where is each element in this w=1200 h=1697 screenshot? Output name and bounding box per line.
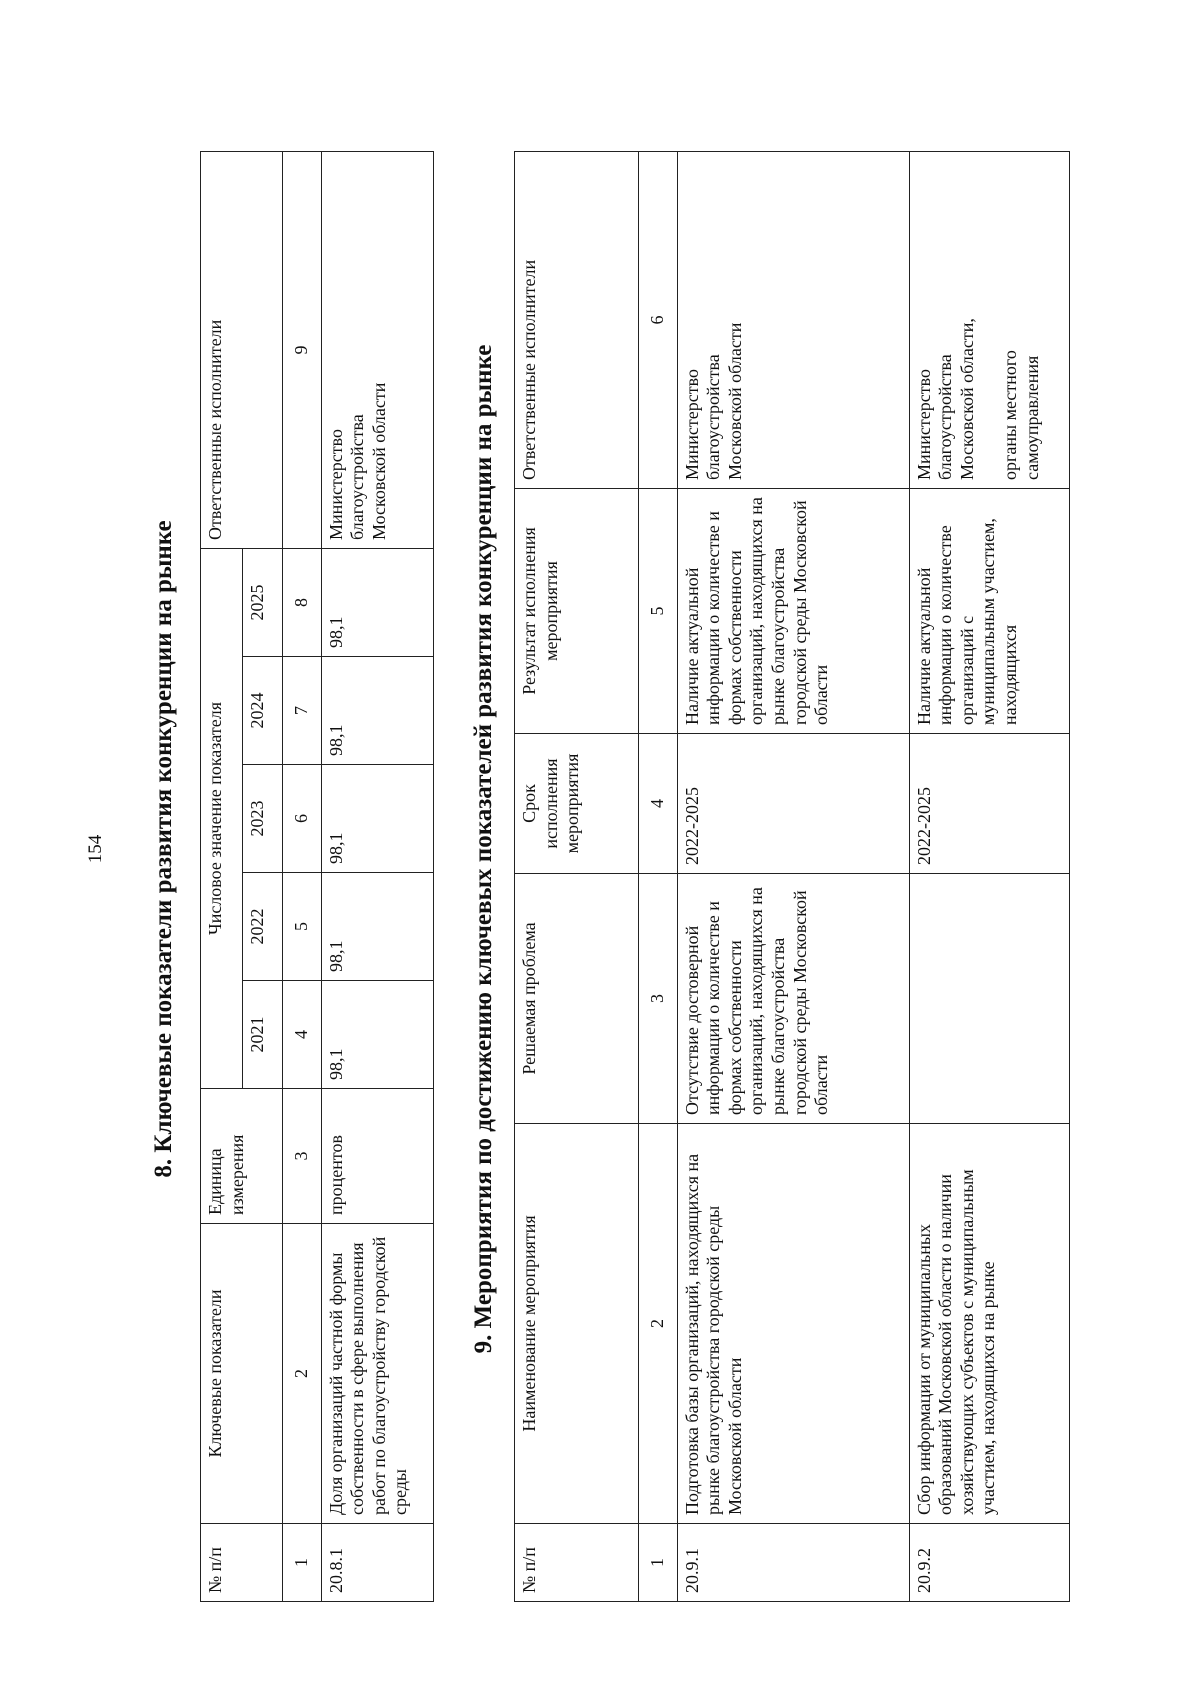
column-number: 6 bbox=[639, 152, 678, 489]
measures-table bbox=[514, 151, 1070, 1602]
row-deadline: 2022-2025 bbox=[677, 734, 909, 874]
header-unit: Единица измерения bbox=[201, 1089, 283, 1224]
column-number: 6 bbox=[283, 765, 322, 873]
row-value-2022: 98,1 bbox=[321, 873, 433, 981]
column-number: 5 bbox=[639, 489, 678, 734]
section-9-title: 9. Мероприятия по достижению ключевых показателей развития конкуренции на рынке bbox=[470, 344, 497, 1354]
row-name: Сбор информации от муниципальных образований Московской области о наличии хозяйствующих субъектов с муниципальным участием, находящихся на рынке bbox=[909, 1124, 1069, 1524]
row-problem: Отсутствие достоверной информации о количестве и формах собственности организаций, находящихся на рынке благоустройства городской среды Московской области bbox=[677, 874, 909, 1124]
table-row bbox=[321, 151, 433, 1601]
header-year-2025: 2025 bbox=[243, 548, 283, 656]
column-number: 2 bbox=[283, 1224, 322, 1524]
column-number: 8 bbox=[283, 548, 322, 656]
row-result: Наличие актуальной информации о количестве организаций с муниципальным участием, находящихся bbox=[909, 489, 1069, 734]
section-8-title: 8. Ключевые показатели развития конкуренции на рынке bbox=[150, 520, 177, 1178]
header-name: Наименование мероприятия bbox=[515, 1124, 639, 1524]
table-row bbox=[909, 152, 1069, 1602]
header-year-2021: 2021 bbox=[243, 981, 283, 1089]
row-problem bbox=[909, 874, 1069, 1124]
header-year-2023: 2023 bbox=[243, 765, 283, 873]
header-values-group: Числовое значение показателя bbox=[201, 548, 243, 1088]
row-value-2024: 98,1 bbox=[321, 657, 433, 765]
header-num: № п/п bbox=[201, 1524, 283, 1602]
column-number: 4 bbox=[639, 734, 678, 874]
responsible-ministry: Министерство благоустройства Московской области, bbox=[913, 318, 977, 480]
page-number: 154 bbox=[85, 834, 106, 864]
column-number: 7 bbox=[283, 657, 322, 765]
column-number: 1 bbox=[639, 1524, 678, 1602]
column-number: 4 bbox=[283, 981, 322, 1089]
row-num: 20.9.2 bbox=[909, 1524, 1069, 1602]
key-indicators-table bbox=[200, 151, 434, 1602]
header-deadline: Срок исполнения мероприятия bbox=[515, 734, 639, 874]
row-unit: процентов bbox=[321, 1089, 433, 1224]
row-result: Наличие актуальной информации о количестве и формах собственности организаций, находящихся на рынке благоустройства городской среды Московской области bbox=[677, 489, 909, 734]
row-responsible: Министерство благоустройства Московской области bbox=[677, 152, 909, 489]
row-num: 20.8.1 bbox=[321, 1524, 433, 1602]
column-numbers-row bbox=[639, 152, 678, 1602]
row-value-2023: 98,1 bbox=[321, 765, 433, 873]
column-number: 2 bbox=[639, 1124, 678, 1524]
header-responsible: Ответственные исполнители bbox=[515, 152, 639, 489]
row-value-2021: 98,1 bbox=[321, 981, 433, 1089]
header-indicators: Ключевые показатели bbox=[201, 1224, 283, 1524]
table-row bbox=[677, 152, 909, 1602]
column-number: 9 bbox=[283, 151, 322, 548]
column-number: 3 bbox=[283, 1089, 322, 1224]
header-year-2022: 2022 bbox=[243, 873, 283, 981]
column-number: 5 bbox=[283, 873, 322, 981]
row-responsible: Министерство благоустройства Московской области bbox=[321, 151, 433, 548]
column-number: 1 bbox=[283, 1524, 322, 1602]
column-number: 3 bbox=[639, 874, 678, 1124]
row-responsible bbox=[909, 152, 1069, 489]
header-num: № п/п bbox=[515, 1524, 639, 1602]
header-responsible: Ответственные исполнители bbox=[201, 151, 283, 548]
header-problem: Решаемая проблема bbox=[515, 874, 639, 1124]
row-indicator: Доля организаций частной формы собственности в сфере выполнения работ по благоустройству городской среды bbox=[321, 1224, 433, 1524]
column-numbers-row bbox=[283, 151, 322, 1601]
header-year-2024: 2024 bbox=[243, 657, 283, 765]
row-deadline: 2022-2025 bbox=[909, 734, 1069, 874]
row-name: Подготовка базы организаций, находящихся на рынке благоустройства городской среды Московской области bbox=[677, 1124, 909, 1524]
row-num: 20.9.1 bbox=[677, 1524, 909, 1602]
header-result: Результат исполнения мероприятия bbox=[515, 489, 639, 734]
row-value-2025: 98,1 bbox=[321, 548, 433, 656]
responsible-local-government: органы местного самоуправления bbox=[1000, 350, 1042, 480]
rotated-page-content bbox=[144, 96, 1144, 1602]
